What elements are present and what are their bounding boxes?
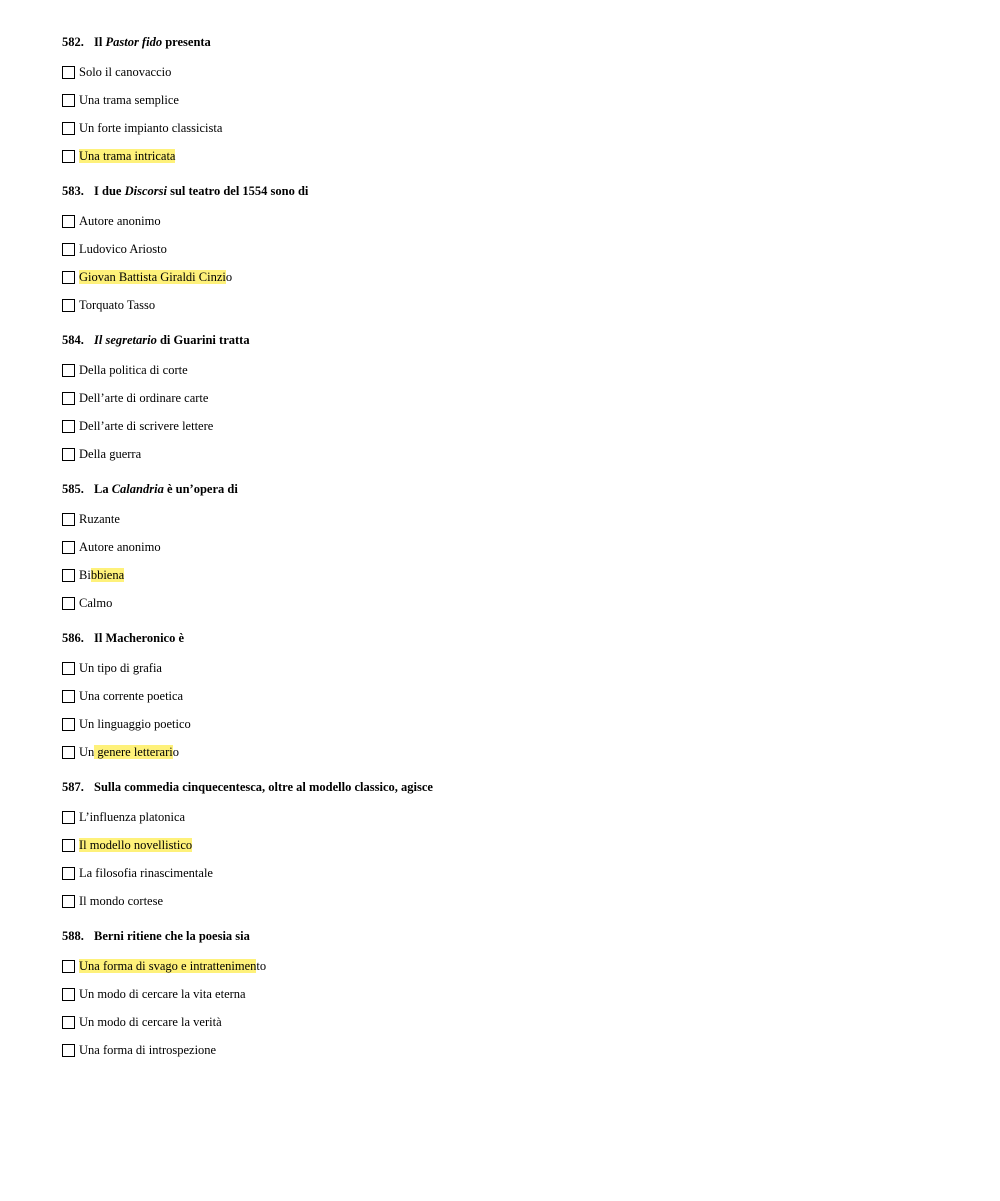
- answer-label: [79, 959, 266, 974]
- answer-text: L’influenza platonica: [79, 809, 186, 824]
- quiz-page: [62, 34, 962, 1077]
- question-title: [62, 779, 962, 796]
- answer-checkbox[interactable]: [62, 392, 75, 405]
- question-588: [62, 928, 962, 1064]
- question-number: 586.: [62, 631, 84, 645]
- question-title: [62, 183, 962, 200]
- answer-text: Ludovico Ariosto: [79, 241, 167, 256]
- answer-option[interactable]: [62, 114, 962, 142]
- question-number: 582.: [62, 35, 84, 49]
- question-text: Berni ritiene che la poesia sia: [94, 929, 250, 943]
- answer-checkbox[interactable]: [62, 569, 75, 582]
- answer-checkbox[interactable]: [62, 215, 75, 228]
- answer-checkbox[interactable]: [62, 867, 75, 880]
- answer-label: [79, 214, 161, 229]
- answer-option[interactable]: [62, 533, 962, 561]
- answer-checkbox[interactable]: [62, 299, 75, 312]
- answer-label: [79, 512, 120, 527]
- question-585: [62, 481, 962, 617]
- answer-option[interactable]: [62, 738, 962, 766]
- answer-highlight: Una trama intricata: [79, 148, 176, 163]
- answer-option[interactable]: [62, 831, 962, 859]
- answer-option[interactable]: [62, 207, 962, 235]
- answer-checkbox[interactable]: [62, 988, 75, 1001]
- answer-option[interactable]: [62, 654, 962, 682]
- answer-label: [79, 419, 213, 434]
- answer-text: Una trama semplice: [79, 92, 179, 107]
- answer-label: [79, 568, 124, 583]
- question-number: 585.: [62, 482, 84, 496]
- answer-label: [79, 596, 112, 611]
- answer-checkbox[interactable]: [62, 839, 75, 852]
- answer-option[interactable]: [62, 291, 962, 319]
- answer-text: Autore anonimo: [79, 539, 161, 554]
- answer-checkbox[interactable]: [62, 271, 75, 284]
- answer-text: Un forte impianto classicista: [79, 120, 223, 135]
- answer-option[interactable]: [62, 1036, 962, 1064]
- answer-text: Della guerra: [79, 446, 142, 461]
- answer-option[interactable]: [62, 505, 962, 533]
- answer-text: La filosofia rinascimentale: [79, 865, 213, 880]
- answer-label: [79, 447, 141, 462]
- answer-option[interactable]: [62, 58, 962, 86]
- answer-text: Un linguaggio poetico: [79, 716, 191, 731]
- answer-option[interactable]: [62, 235, 962, 263]
- answer-option[interactable]: [62, 980, 962, 1008]
- answer-text: Una corrente poetica: [79, 688, 184, 703]
- answer-label: [79, 1015, 222, 1030]
- answer-label: [79, 661, 162, 676]
- answer-checkbox[interactable]: [62, 718, 75, 731]
- question-586: [62, 630, 962, 766]
- answer-option[interactable]: [62, 356, 962, 384]
- answer-checkbox[interactable]: [62, 597, 75, 610]
- answer-option[interactable]: [62, 440, 962, 468]
- question-title: [62, 928, 962, 945]
- question-text-italic: Il segretario: [94, 333, 157, 347]
- question-582: [62, 34, 962, 170]
- answer-text: Calmo: [79, 595, 113, 610]
- answer-text: Della politica di corte: [79, 362, 188, 377]
- answer-label: [79, 1043, 216, 1058]
- answer-highlight: Il modello novellistico: [79, 837, 193, 852]
- question-text-italic: Discorsi: [124, 184, 167, 198]
- answer-option[interactable]: [62, 859, 962, 887]
- answer-label: [79, 65, 171, 80]
- answer-checkbox[interactable]: [62, 364, 75, 377]
- answer-text: to: [256, 958, 267, 973]
- answer-checkbox[interactable]: [62, 811, 75, 824]
- answer-label: [79, 689, 183, 704]
- question-text: La: [94, 482, 112, 496]
- answer-text: Autore anonimo: [79, 213, 161, 228]
- answer-label: [79, 93, 179, 108]
- answer-label: [79, 298, 155, 313]
- answer-option[interactable]: [62, 887, 962, 915]
- answer-text: Torquato Tasso: [79, 297, 156, 312]
- answer-checkbox[interactable]: [62, 66, 75, 79]
- question-number: 584.: [62, 333, 84, 347]
- answer-text: Dell’arte di ordinare carte: [79, 390, 209, 405]
- answer-label: [79, 242, 167, 257]
- answer-text: Un modo di cercare la vita eterna: [79, 986, 246, 1001]
- answer-checkbox[interactable]: [62, 662, 75, 675]
- question-text: presenta: [162, 35, 211, 49]
- question-text: Il: [94, 35, 106, 49]
- answer-label: [79, 149, 175, 164]
- answer-text: Un modo di cercare la verità: [79, 1014, 222, 1029]
- answer-highlight: Giovan Battista Giraldi Cinzi: [79, 269, 226, 284]
- question-title: [62, 630, 962, 647]
- question-title: [62, 332, 962, 349]
- question-text: Sulla commedia cinquecentesca, oltre al modello classico, agisce: [94, 780, 433, 794]
- answer-checkbox[interactable]: [62, 420, 75, 433]
- answer-highlight: genere letterari: [94, 744, 173, 759]
- answer-highlight: bbiena: [90, 567, 125, 582]
- question-text: Il Macheronico è: [94, 631, 185, 645]
- answer-option[interactable]: [62, 412, 962, 440]
- answer-text: Bi: [79, 567, 91, 582]
- question-number: 587.: [62, 780, 84, 794]
- answer-label: [79, 866, 213, 881]
- question-title: [62, 481, 962, 498]
- answer-text: Una forma di introspezione: [79, 1042, 217, 1057]
- answer-checkbox[interactable]: [62, 746, 75, 759]
- answer-option[interactable]: [62, 952, 962, 980]
- question-text-italic: Calandria: [111, 482, 164, 496]
- answer-option[interactable]: [62, 682, 962, 710]
- question-number: 583.: [62, 184, 84, 198]
- answer-option[interactable]: [62, 710, 962, 738]
- question-title: [62, 34, 962, 51]
- answer-option[interactable]: [62, 561, 962, 589]
- question-text: I due: [94, 184, 125, 198]
- question-text: è un’opera di: [163, 482, 238, 496]
- answer-checkbox[interactable]: [62, 243, 75, 256]
- answer-label: [79, 745, 179, 760]
- answer-option[interactable]: [62, 1008, 962, 1036]
- answer-text: Un tipo di grafia: [79, 660, 162, 675]
- question-584: [62, 332, 962, 468]
- answer-text: o: [172, 744, 179, 759]
- answer-label: [79, 810, 185, 825]
- answer-checkbox[interactable]: [62, 94, 75, 107]
- question-text: sul teatro del 1554 sono di: [166, 184, 309, 198]
- answer-checkbox[interactable]: [62, 1016, 75, 1029]
- answer-text: Ruzante: [79, 511, 120, 526]
- answer-text: Solo il canovaccio: [79, 64, 172, 79]
- answer-label: [79, 270, 232, 285]
- answer-option[interactable]: [62, 384, 962, 412]
- answer-label: [79, 363, 188, 378]
- answer-label: [79, 838, 192, 853]
- answer-checkbox[interactable]: [62, 690, 75, 703]
- answer-highlight: Una forma di svago e intrattenimen: [79, 958, 257, 973]
- question-587: [62, 779, 962, 915]
- answer-checkbox[interactable]: [62, 960, 75, 973]
- answer-label: [79, 987, 246, 1002]
- answer-label: [79, 391, 208, 406]
- answer-checkbox[interactable]: [62, 122, 75, 135]
- answer-option[interactable]: [62, 86, 962, 114]
- answer-label: [79, 717, 191, 732]
- answer-text: Dell’arte di scrivere lettere: [79, 418, 214, 433]
- answer-option[interactable]: [62, 263, 962, 291]
- answer-checkbox[interactable]: [62, 150, 75, 163]
- question-583: [62, 183, 962, 319]
- answer-text: o: [225, 269, 233, 284]
- answer-text: Il mondo cortese: [79, 893, 164, 908]
- question-text-italic: Pastor fido: [105, 35, 163, 49]
- answer-label: [79, 894, 163, 909]
- answer-option[interactable]: [62, 142, 962, 170]
- answer-option[interactable]: [62, 589, 962, 617]
- answer-option[interactable]: [62, 803, 962, 831]
- answer-checkbox[interactable]: [62, 895, 75, 908]
- answer-text: Un: [79, 744, 95, 759]
- answer-checkbox[interactable]: [62, 448, 75, 461]
- question-number: 588.: [62, 929, 84, 943]
- answer-label: [79, 121, 222, 136]
- answer-checkbox[interactable]: [62, 1044, 75, 1057]
- answer-label: [79, 540, 161, 555]
- answer-checkbox[interactable]: [62, 513, 75, 526]
- answer-checkbox[interactable]: [62, 541, 75, 554]
- question-text: di Guarini tratta: [156, 333, 250, 347]
